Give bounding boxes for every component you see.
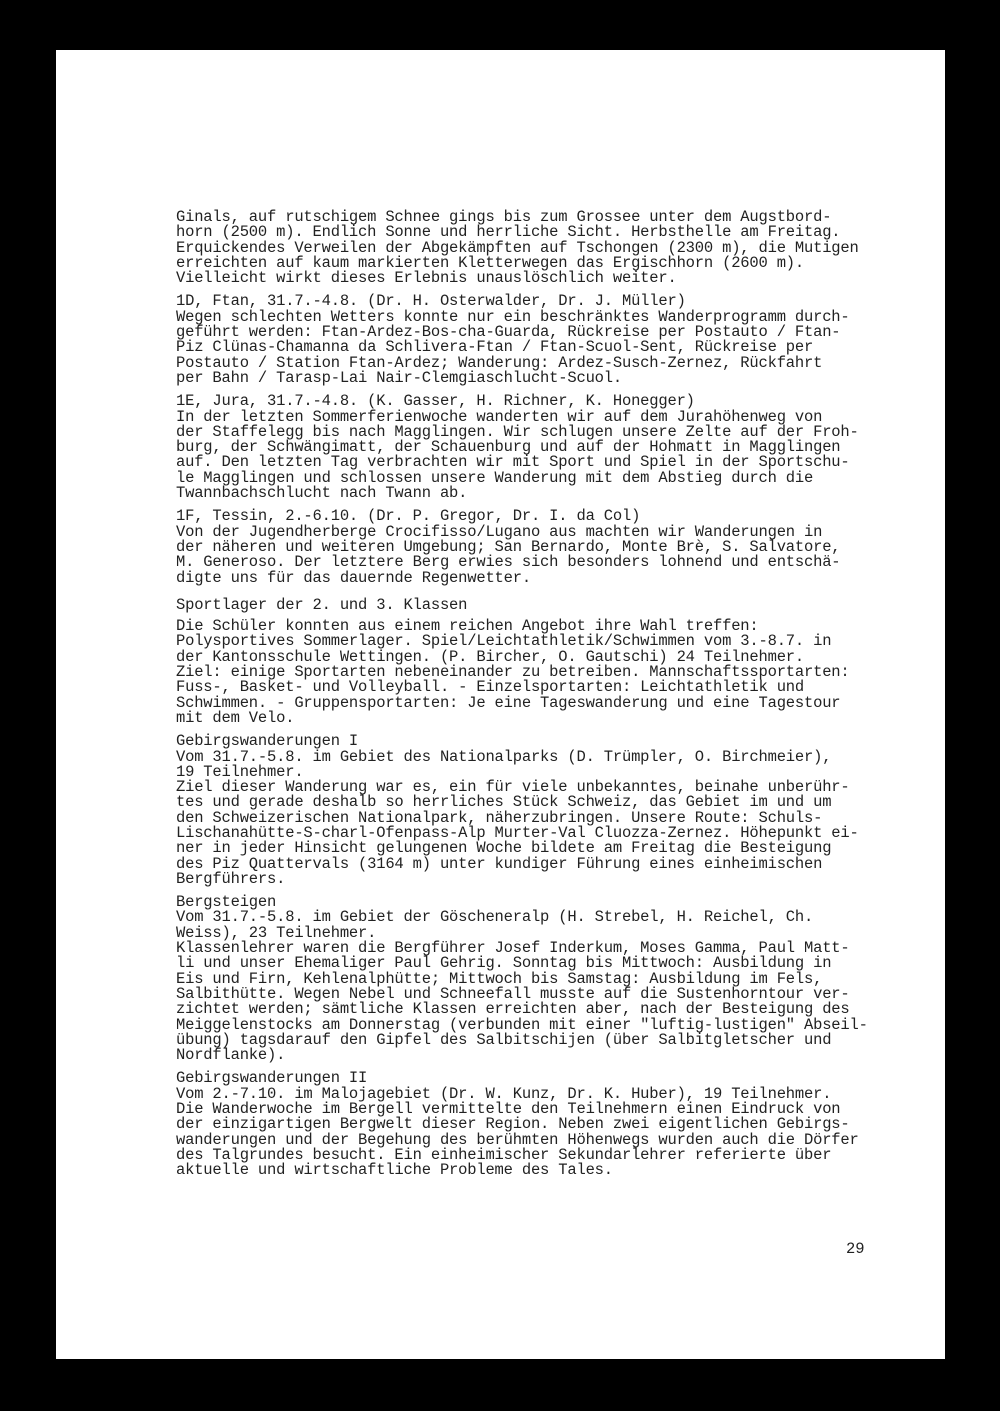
text-line: burg, der Schwängimatt, der Schauenburg und auf der Hohmatt in Magglingen bbox=[176, 438, 841, 457]
text-line: der Staffelegg bis nach Magglingen. Wir schlugen unsere Zelte auf der Froh- bbox=[176, 422, 859, 441]
text-line: 1E, Jura, 31.7.-4.8. (K. Gasser, H. Richner, K. Honegger) bbox=[176, 392, 695, 411]
text-line: Eis und Firn, Kehlenalphütte; Mittwoch bis Samstag: Ausbildung im Fels, bbox=[176, 969, 823, 988]
text-line: Polysportives Sommerlager. Spiel/Leichtathletik/Schwimmen vom 3.-8.7. in bbox=[176, 632, 832, 651]
text-line: den Schweizerischen Nationalpark, näherzubringen. Unsere Route: Schuls- bbox=[176, 808, 823, 827]
text-line: Nordflanke). bbox=[176, 1046, 286, 1065]
text-line: des Piz Quattervals (3164 m) unter kundiger Führung eines einheimischen bbox=[176, 854, 823, 873]
text-line: Erquickendes Verweilen der Abgekämpften auf Tschongen (2300 m), die Mutigen bbox=[176, 238, 859, 257]
text-line: übung) tagsdarauf den Gipfel des Salbitschijen (über Salbitgletscher und bbox=[176, 1030, 832, 1049]
page-number: 29 bbox=[846, 1240, 865, 1258]
text-line: Vom 31.7.-5.8. im Gebiet der Göscheneralp (H. Strebel, H. Reichel, Ch. bbox=[176, 908, 814, 927]
text-line: Piz Clünas-Chamanna da Schlivera-Ftan / Ftan-Scuol-Sent, Rückreise per bbox=[176, 338, 814, 357]
text-line: Bergsteigen bbox=[176, 893, 277, 912]
text-line: der Kantonsschule Wettingen. (P. Bircher, O. Gautschi) 24 Teilnehmer. bbox=[176, 647, 805, 666]
text-line: der einzigartigen Bergwelt dieser Region. Neben zwei eigentlichen Gebirgs- bbox=[176, 1115, 850, 1134]
text-line: per Bahn / Tarasp-Lai Nair-Clemgiaschlucht-Scuol. bbox=[176, 368, 622, 387]
text-line: Vom 31.7.-5.8. im Gebiet des Nationalparks (D. Trümpler, O. Birchmeier), bbox=[176, 747, 832, 766]
text-line: Twannbachschlucht nach Twann ab. bbox=[176, 484, 468, 503]
paragraph bbox=[176, 509, 896, 585]
text-line: 1F, Tessin, 2.-6.10. (Dr. P. Gregor, Dr. I. da Col) bbox=[176, 507, 641, 526]
document-page bbox=[56, 50, 945, 1359]
text-line: mit dem Velo. bbox=[176, 708, 295, 727]
text-line: 19 Teilnehmer. bbox=[176, 762, 304, 781]
text-line: Vom 2.-7.10. im Malojagebiet (Dr. W. Kunz, Dr. K. Huber), 19 Teilnehmer. bbox=[176, 1084, 832, 1103]
text-line: Postauto / Station Ftan-Ardez; Wanderung: Ardez-Susch-Zernez, Rückfahrt bbox=[176, 353, 823, 372]
paragraph bbox=[176, 1071, 896, 1178]
text-line: horn (2500 m). Endlich Sonne und herrliche Sicht. Herbsthelle am Freitag. bbox=[176, 223, 841, 242]
text-line: 1D, Ftan, 31.7.-4.8. (Dr. H. Osterwalder, Dr. J. Müller) bbox=[176, 292, 686, 311]
text-line: Ziel dieser Wanderung war es, ein für viele unbekanntes, beinahe unberühr- bbox=[176, 778, 850, 797]
text-line: Wegen schlechten Wetters konnte nur ein beschränktes Wanderprogramm durch- bbox=[176, 307, 850, 326]
paragraph bbox=[176, 895, 896, 1063]
text-line: digte uns für das dauernde Regenwetter. bbox=[176, 568, 531, 587]
text-line: wanderungen und der Begehung des berühmten Höhenwegs wurden auch die Dörfer bbox=[176, 1130, 859, 1149]
text-line: erreichten auf kaum markierten Kletterwegen das Ergischhorn (2600 m). bbox=[176, 253, 805, 272]
paragraph bbox=[176, 394, 896, 501]
paragraph bbox=[176, 294, 896, 386]
text-line: Weiss), 23 Teilnehmer. bbox=[176, 923, 377, 942]
text-line: Ziel: einige Sportarten nebeneinander zu betreiben. Mannschaftssportarten: bbox=[176, 663, 850, 682]
text-line: geführt werden: Ftan-Ardez-Bos-cha-Guarda, Rückreise per Postauto / Ftan- bbox=[176, 323, 841, 342]
text-line: li und unser Ehemaliger Paul Gehrig. Sonntag bis Mittwoch: Ausbildung in bbox=[176, 954, 832, 973]
text-line: Die Schüler konnten aus einem reichen Angebot ihre Wahl treffen: bbox=[176, 617, 759, 636]
text-line: ner in jeder Hinsicht gelungenen Woche bildete am Freitag die Besteigung bbox=[176, 839, 832, 858]
text-line: Bergführers. bbox=[176, 869, 286, 888]
text-line: le Magglingen und schlossen unsere Wanderung mit dem Abstieg durch die bbox=[176, 468, 814, 487]
text-line: Fuss-, Basket- und Volleyball. - Einzelsportarten: Leichtathletik und bbox=[176, 678, 805, 697]
section-title: Sportlager der 2. und 3. Klassen bbox=[176, 595, 468, 614]
paragraph bbox=[176, 734, 896, 887]
text-line: Lischanahütte-S-charl-Ofenpass-Alp Murter-Val Cluozza-Zernez. Höhepunkt ei- bbox=[176, 823, 859, 842]
text-line: Vielleicht wirkt dieses Erlebnis unauslöschlich weiter. bbox=[176, 269, 677, 288]
text-line: des Talgrundes besucht. Ein einheimischer Sekundarlehrer referierte über bbox=[176, 1145, 832, 1164]
text-line: der näheren und weiteren Umgebung; San Bernardo, Monte Brè, S. Salvatore, bbox=[176, 537, 841, 556]
text-line: Klassenlehrer waren die Bergführer Josef Inderkum, Moses Gamma, Paul Matt- bbox=[176, 939, 850, 958]
text-line: Die Wanderwoche im Bergell vermittelte den Teilnehmern einen Eindruck von bbox=[176, 1100, 841, 1119]
text-line: Meiggelenstocks am Donnerstag (verbunden mit einer "luftig-lustigen" Abseil- bbox=[176, 1015, 868, 1034]
text-line: Ginals, auf rutschigem Schnee gings bis zum Grossee unter dem Augstbord- bbox=[176, 208, 832, 226]
text-line: Schwimmen. - Gruppensportarten: Je eine Tageswanderung und eine Tagestour bbox=[176, 693, 841, 712]
text-line: zichtet werden; sämtliche Klassen erreichten aber, nach der Besteigung des bbox=[176, 1000, 850, 1019]
text-line: aktuelle und wirtschaftliche Probleme des Tales. bbox=[176, 1161, 613, 1180]
page-body bbox=[176, 210, 896, 1187]
text-line: auf. Den letzten Tag verbrachten wir mit Sport und Spiel in der Sportschu- bbox=[176, 453, 850, 472]
paragraph bbox=[176, 619, 896, 726]
text-line: Gebirgswanderungen I bbox=[176, 732, 359, 751]
text-line: Gebirgswanderungen II bbox=[176, 1069, 368, 1088]
text-line: Von der Jugendherberge Crocifisso/Lugano aus machten wir Wanderungen in bbox=[176, 522, 823, 541]
sport-paragraph-group bbox=[176, 619, 896, 1178]
paragraph-group bbox=[176, 210, 896, 586]
text-line: In der letzten Sommerferienwoche wanderten wir auf dem Jurahöhenweg von bbox=[176, 407, 823, 426]
text-line: M. Generoso. Der letztere Berg erwies sich besonders lohnend und entschä- bbox=[176, 553, 841, 572]
paragraph bbox=[176, 210, 896, 286]
text-line: tes und gerade deshalb so herrliches Stück Schweiz, das Gebiet im und um bbox=[176, 793, 832, 812]
text-line: Salbithütte. Wegen Nebel und Schneefall musste auf die Sustenhorntour ver- bbox=[176, 984, 850, 1003]
